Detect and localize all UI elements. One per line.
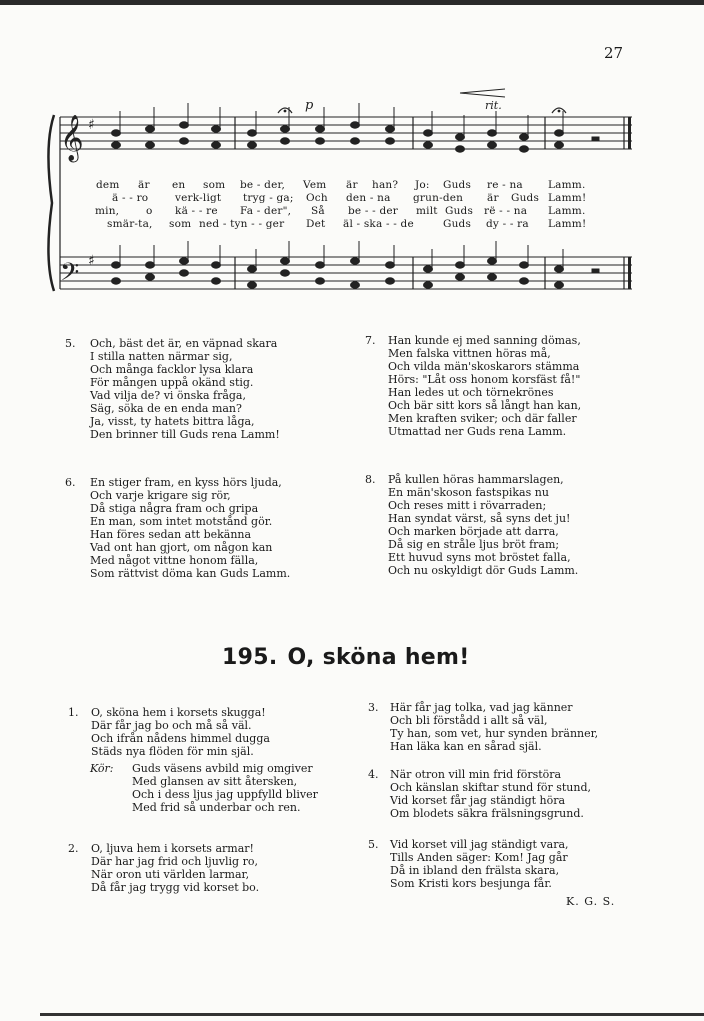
lyric-syllable: ned - tyn - - ger [199,218,285,230]
final-barline [628,117,631,289]
verse-number: 1. [68,706,79,719]
verse-line: En man, som intet motstånd gör. [90,515,273,528]
verse-line: En män'skoson fastspikas nu [388,486,549,499]
lyric-syllable: grun-den [413,192,464,204]
verse-line: Där har jag frid och ljuvlig ro, [91,855,258,868]
dynamic-piano: p [305,98,314,113]
verse-number: 6. [65,476,76,489]
verse-line: O, sköna hem i korsets skugga! [91,706,266,719]
treble-notes [112,103,600,152]
verse-line: Ett huvud syns mot bröstet falla, [388,551,571,564]
lyric-syllable: Guds [443,218,472,230]
lyric-syllable: be - - der [348,205,398,217]
verse-line: Och varje krigare sig rör, [90,489,231,502]
lyric-syllable: Så [311,205,325,217]
verse-line: Och bär sitt kors så långt han kan, [388,399,582,412]
verse-line: Och bli förstådd i allt så väl, [390,714,548,727]
verse-7 [388,334,581,438]
verse-6 [90,476,290,580]
lyric-syllable: dem [96,179,120,191]
verse-line: Om blodets säkra frälsningsgrund. [390,807,584,820]
lyric-syllable: Det [306,218,326,230]
lyric-syllable: ä - - ro [112,192,149,204]
hymn-verse-2 [91,842,259,894]
lyric-syllable: som [203,179,226,191]
verse-line: Och, bäst det är, en väpnad skara [90,337,278,350]
verse-number: 2. [68,842,79,855]
lyric-syllable: som [169,218,192,230]
lyric-syllable: han? [372,179,399,191]
page-number: 27 [604,44,624,62]
author-signature: K. G. S. [566,895,616,908]
lyric-syllable: är [138,179,150,191]
lyric-syllable: en [172,179,186,191]
verse-line: Och marken började att darra, [388,525,559,538]
lyric-syllable: äl - ska - - de [343,218,414,230]
hymn-name: O, sköna hem! [287,645,470,670]
verse-line: Här får jag tolka, vad jag känner [390,701,573,714]
lyric-syllable: tryg - ga; [243,192,294,204]
hymn-verse-4 [390,768,591,820]
verse-line: Städs nya flöden för min själ. [91,745,254,758]
verse-line: Då in ibland den frälsta skara, [390,864,560,877]
lyric-syllable: dy - - ra [486,218,529,230]
verse-line: När oron uti världen larmar, [91,868,250,881]
lyric-syllable: Lamm. [548,179,586,191]
verse-line: Han läka kan en sårad själ. [390,740,542,753]
lyric-syllable: Guds [511,192,540,204]
verse-line: Då stiga några fram och gripa [90,502,259,515]
lyric-syllable: är [487,192,499,204]
verse-line: Som Kristi kors besjunga får. [390,877,552,890]
verse-number: 7. [365,334,376,347]
scan-top-edge [0,0,704,5]
chorus-line: Guds väsens avbild mig omgiver [132,762,313,775]
verse-line: Och vilda män'skoskarors stämma [388,360,580,373]
verse-line: I stilla natten närmar sig, [90,350,233,363]
decrescendo-hairpin-icon [460,89,505,97]
lyric-syllable: verk-ligt [175,192,222,204]
verse-number: 8. [365,473,376,486]
lyric-syllable: är [346,179,358,191]
verse-line: En stiger fram, en kyss hörs ljuda, [90,476,282,489]
bass-staff [60,257,632,289]
lyric-syllable: Lamm! [548,218,587,230]
verse-8 [388,473,578,577]
chorus-line: Med glansen av sitt återsken, [132,775,298,788]
verse-line: Han föres sedan att bekänna [90,528,252,541]
lyric-syllable: milt [416,205,438,217]
hymn-number: 195. [222,645,278,670]
scan-bottom-edge [40,1013,704,1016]
verse-line: Och reses mitt i rövarraden; [388,499,547,512]
lyric-syllable: kä - - re [175,205,218,217]
lyric-syllable: den - na [346,192,391,204]
verse-5 [90,337,280,441]
sharp-icon: ♯ [88,117,95,133]
verse-line: Vid korset får jag ständigt höra [390,794,566,807]
verse-line: Med något vittne honom fälla, [90,554,259,567]
verse-line: Och ifrån nådens himmel dugga [91,732,270,745]
verse-line: Han syndat värst, så syns det ju! [388,512,571,525]
verse-line: Och många facklor lysa klara [90,363,254,376]
treble-clef-icon: 𝄞 [60,115,84,161]
verse-line: Och nu oskyldigt dör Guds Lamm. [388,564,579,577]
verse-line: O, ljuva hem i korsets armar! [91,842,254,855]
verse-line: Där får jag bo och må så väl. [91,719,252,732]
lyric-syllable: Lamm! [548,192,587,204]
verse-line: Den brinner till Guds rena Lamm! [90,428,280,441]
lyric-syllable: Lamm. [548,205,586,217]
verse-line: På kullen höras hammarslagen, [388,473,564,486]
lyric-syllable: Vem [303,179,327,191]
verse-line: Utmattad ner Guds rena Lamm. [388,425,567,438]
verse-line: Hörs: "Låt oss honom korsfäst få!" [388,373,581,386]
sharp-icon: ♯ [88,253,95,269]
chorus-line: Med frid så underbar och ren. [132,801,301,814]
hymn-verse-5 [390,838,569,890]
verse-line: För mången uppå okänd stig. [90,376,254,389]
hymn-verse-1 [91,706,270,758]
verse-line: Ty han, som vet, hur synden bränner, [390,727,599,740]
verse-line: När otron vill min frid förstöra [390,768,562,781]
chorus-line: Och i dess ljus jag uppfylld bliver [132,788,318,801]
lyric-syllable: min, [95,205,120,217]
hymn-title [222,645,470,670]
verse-number: 5. [368,838,379,851]
bass-clef-icon: 𝄢 [60,258,80,293]
verse-line: Då sig en stråle ljus bröt fram; [388,538,560,551]
ritardando-mark: rit. [485,99,502,112]
lyric-syllable: rë - - na [484,205,528,217]
lyric-syllable: re - na [487,179,523,191]
fermata-dot [284,110,287,113]
lyric-syllable: Jo: [415,179,430,191]
verse-line: Han kunde ej med sanning dömas, [388,334,581,347]
verse-line: Som rättvist döma kan Guds Lamm. [90,567,291,580]
verse-line: Tills Anden säger: Kom! Jag går [390,851,568,864]
chorus [132,762,318,814]
lyric-syllable: Guds [443,179,472,191]
lyric-syllable: Guds [445,205,474,217]
brace-icon [48,115,54,291]
verse-line: Och känslan skiftar stund för stund, [390,781,591,794]
verse-line: Men kraften sviker; och där faller [388,412,577,425]
verse-number: 4. [368,768,379,781]
lyric-syllable: Och [306,192,328,204]
verse-number: 3. [368,701,379,714]
verse-line: Han ledes ut och törnekrönes [388,386,554,399]
lyric-syllable: smär-ta, [107,218,153,230]
verse-line: Men falska vittnen höras må, [388,347,551,360]
lyric-syllable: o [146,205,153,217]
verse-number: 5. [65,337,76,350]
verse-line: Vad ont han gjort, om någon kan [90,541,273,554]
verse-line: Säg, söka de en enda man? [90,402,242,415]
hymn-verse-3 [390,701,598,753]
verse-line: Vid korset vill jag ständigt vara, [390,838,569,851]
verse-line: Ja, visst, ty hatets bittra låga, [90,415,255,428]
fermata-dot [558,110,561,113]
lyric-syllable: Fa - der", [240,205,292,217]
chorus-label: Kör: [90,762,114,775]
lyric-syllable: be - der, [240,179,286,191]
verse-line: Då får jag trygg vid korset bo. [91,881,260,894]
verse-line: Vad vilja de? vi önska fråga, [90,389,246,402]
